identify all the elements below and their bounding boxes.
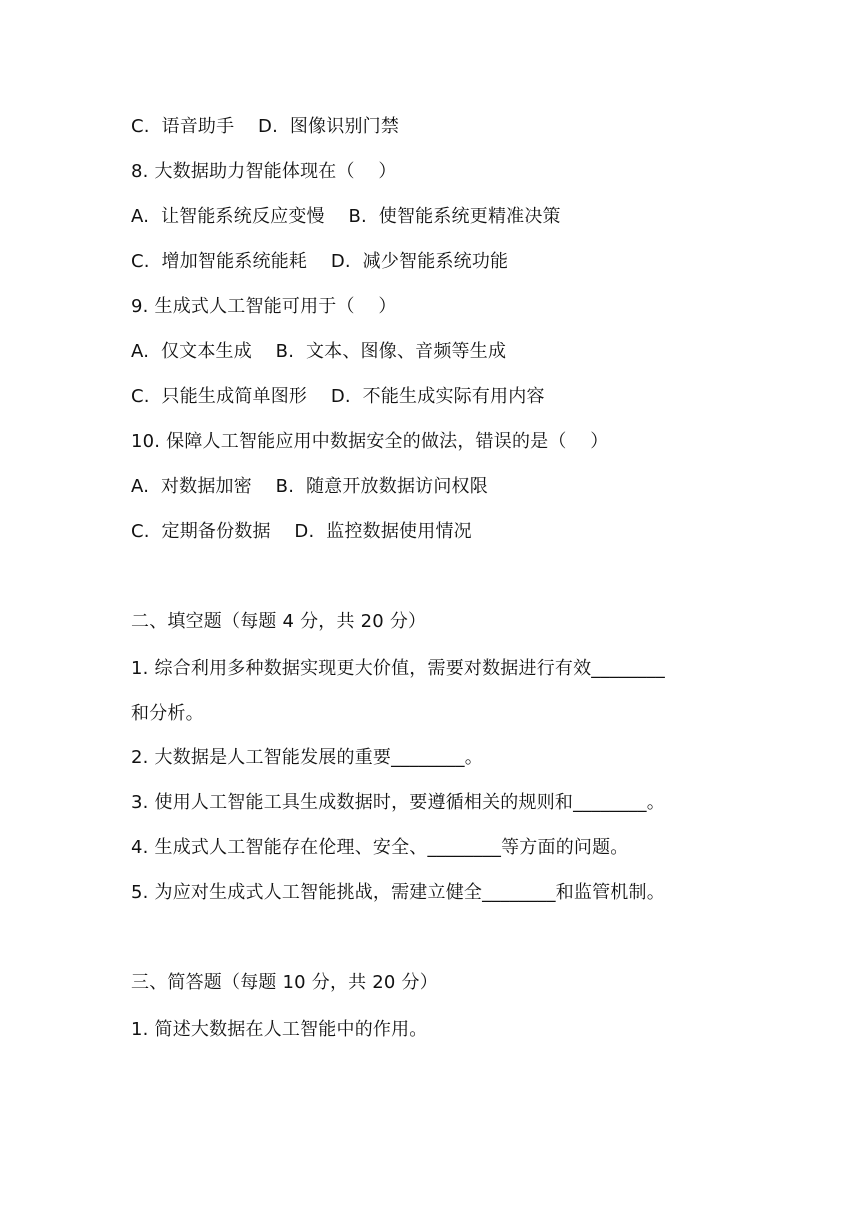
question-10: 10. 保障人工智能应用中数据安全的做法，错误的是（ ） [131, 431, 609, 452]
fill-blank-1: 1. 综合利用多种数据实现更大价值，需要对数据进行有效________ [131, 658, 665, 679]
section-heading-fill-blank: 二、填空题（每题 4 分，共 20 分） [131, 611, 427, 632]
fill-blank-3: 3. 使用人工智能工具生成数据时，要遵循相关的规则和________。 [131, 792, 665, 813]
fill-blank-4: 4. 生成式人工智能存在伦理、安全、________等方面的问题。 [131, 837, 629, 858]
fill-blank-1-continued: 和分析。 [131, 703, 204, 724]
fill-blank-2: 2. 大数据是人工智能发展的重要________。 [131, 747, 483, 768]
q9-options-cd: C. 只能生成简单图形 D. 不能生成实际有用内容 [131, 386, 545, 407]
q8-options-cd: C. 增加智能系统能耗 D. 减少智能系统功能 [131, 251, 509, 272]
question-9: 9. 生成式人工智能可用于（ ） [131, 296, 397, 317]
q8-options-ab: A. 让智能系统反应变慢 B. 使智能系统更精准决策 [131, 206, 561, 227]
question-8: 8. 大数据助力智能体现在（ ） [131, 161, 397, 182]
section-heading-short-answer: 三、简答题（每题 10 分，共 20 分） [131, 972, 438, 993]
q7-options-cd: C. 语音助手 D. 图像识别门禁 [131, 116, 400, 137]
q9-options-ab: A. 仅文本生成 B. 文本、图像、音频等生成 [131, 341, 507, 362]
q10-options-ab: A. 对数据加密 B. 随意开放数据访问权限 [131, 476, 488, 497]
q10-options-cd: C. 定期备份数据 D. 监控数据使用情况 [131, 521, 472, 542]
fill-blank-5: 5. 为应对生成式人工智能挑战，需建立健全________和监管机制。 [131, 882, 665, 903]
short-answer-1: 1. 简述大数据在人工智能中的作用。 [131, 1019, 428, 1040]
